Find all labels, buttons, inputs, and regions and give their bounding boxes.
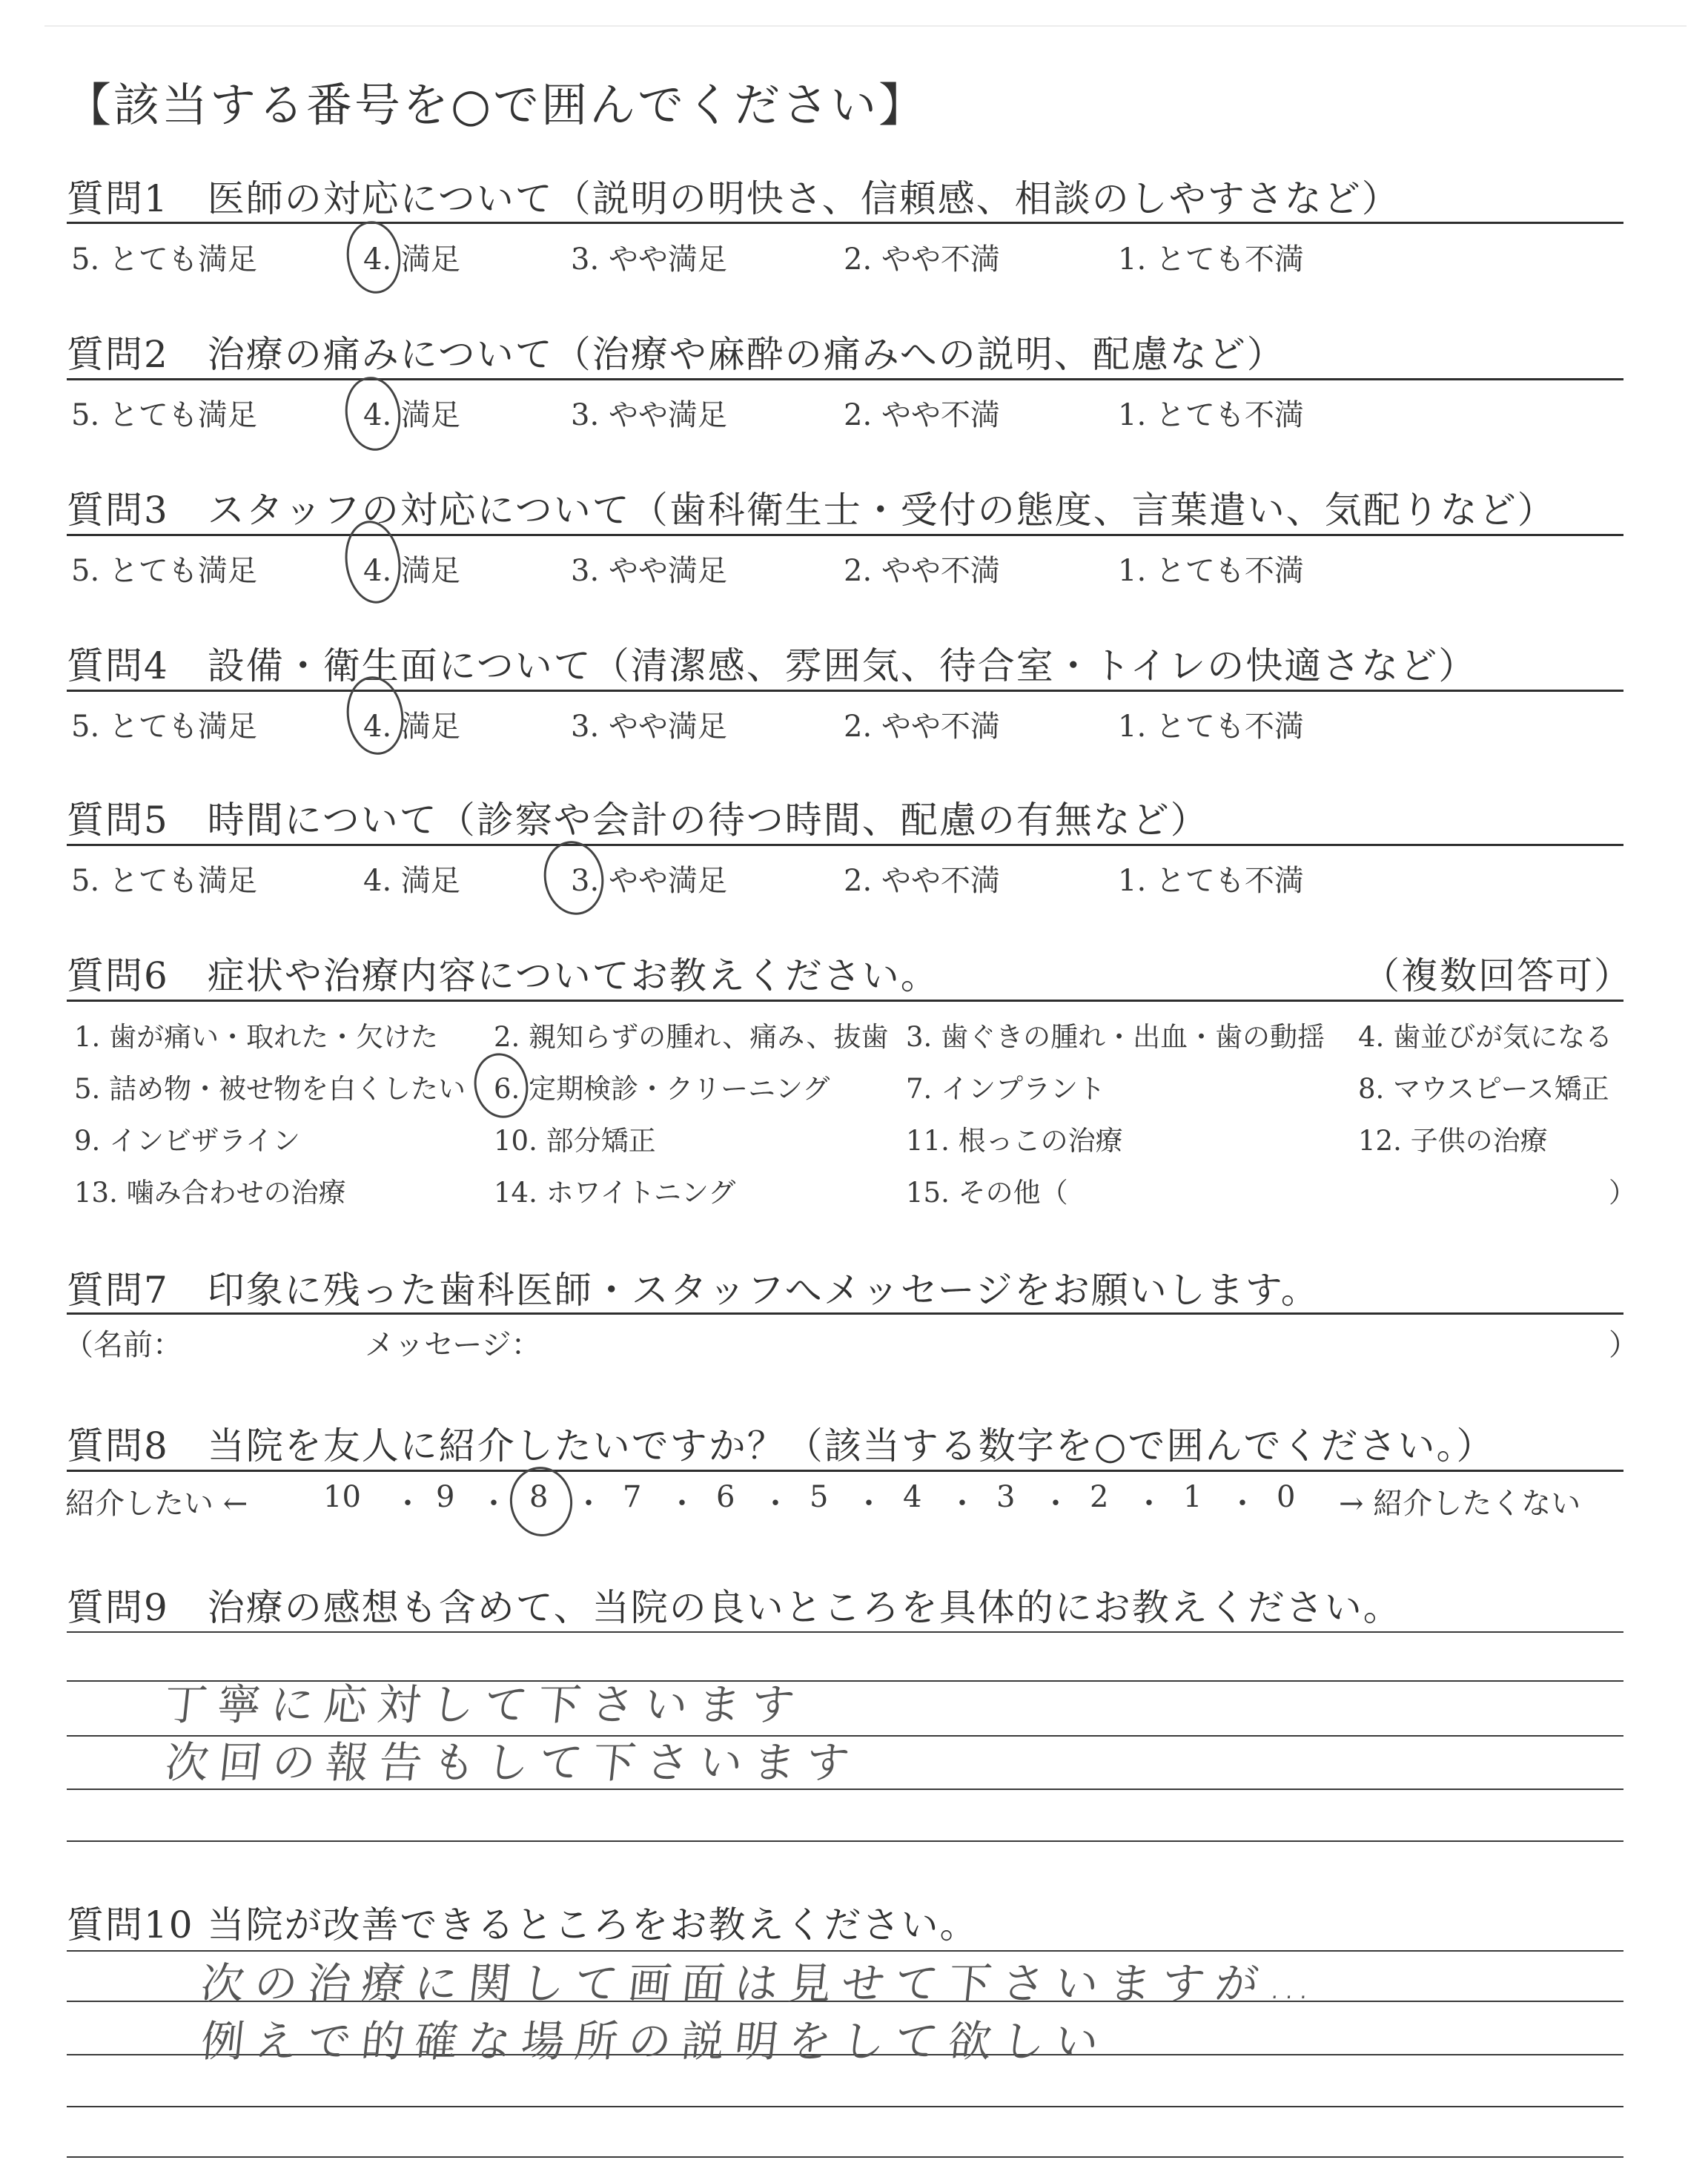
- question-6-rule: [67, 1000, 1623, 1002]
- q6-option-1[interactable]: 1. 歯が痛い・取れた・欠けた: [74, 1021, 439, 1053]
- q1-selection-circle: [342, 217, 406, 297]
- scale-6[interactable]: 6: [716, 1480, 735, 1514]
- q1-option-2[interactable]: 2. やや不満: [844, 242, 1000, 277]
- q10-answer-line-2: 例えで的確な場所の説明をして欲しい: [198, 2016, 1112, 2067]
- scale-dot: ・: [761, 1487, 790, 1521]
- scale-10[interactable]: 10: [323, 1480, 361, 1514]
- q2-option-1[interactable]: 1. とても不満: [1118, 398, 1304, 432]
- q9-answer-line-2: 次回の報告もして下さいます: [162, 1737, 863, 1788]
- q6-option-15-close: ）: [1609, 1177, 1636, 1209]
- q6-option-2[interactable]: 2. 親知らずの腫れ、痛み、抜歯: [494, 1021, 889, 1053]
- q6-option-9[interactable]: 9. インビザライン: [74, 1125, 300, 1157]
- q6-option-11[interactable]: 11. 根っこの治療: [906, 1125, 1123, 1157]
- q9-line-1: [67, 1631, 1623, 1633]
- q2-option-5[interactable]: 5. とても満足: [71, 398, 257, 432]
- page-edge: [44, 25, 1687, 27]
- question-4-title: 質問4 設備・衛生面について（清潔感、雰囲気、待合室・トイレの快適さなど）: [67, 644, 1477, 687]
- q2-option-4[interactable]: 4. 満足: [363, 398, 460, 432]
- q4-option-1[interactable]: 1. とても不満: [1118, 710, 1304, 744]
- question-2-title: 質問2 治療の痛みについて（治療や麻酔の痛みへの説明、配慮など）: [67, 333, 1285, 376]
- q6-option-5[interactable]: 5. 詰め物・被せ物を白くしたい: [74, 1073, 466, 1105]
- question-7-rule: [67, 1312, 1623, 1315]
- question-4-rule: [67, 690, 1623, 692]
- q3-option-4[interactable]: 4. 満足: [363, 554, 460, 588]
- question-3-rule: [67, 534, 1623, 536]
- q5-selection-circle: [538, 836, 609, 919]
- q4-option-2[interactable]: 2. やや不満: [844, 710, 1000, 744]
- q5-option-2[interactable]: 2. やや不満: [844, 864, 1000, 898]
- scale-9[interactable]: 9: [436, 1480, 455, 1514]
- q7-close-paren: ）: [1609, 1328, 1638, 1362]
- q6-option-7[interactable]: 7. インプラント: [906, 1073, 1106, 1105]
- q6-option-12[interactable]: 12. 子供の治療: [1358, 1125, 1548, 1157]
- q6-option-14[interactable]: 14. ホワイトニング: [494, 1177, 736, 1209]
- q3-option-1[interactable]: 1. とても不満: [1118, 554, 1304, 588]
- question-7-title: 質問7 印象に残った歯科医師・スタッフへメッセージをお願いします。: [67, 1269, 1320, 1312]
- q6-option-15[interactable]: 15. その他（: [906, 1177, 1068, 1209]
- scale-3[interactable]: 3: [996, 1480, 1016, 1514]
- q5-option-4[interactable]: 4. 満足: [363, 864, 460, 898]
- q6-option-8[interactable]: 8. マウスピース矯正: [1358, 1073, 1609, 1105]
- scale-dot: ・: [947, 1487, 977, 1521]
- scale-1[interactable]: 1: [1183, 1480, 1202, 1514]
- question-5-rule: [67, 844, 1623, 846]
- q10-answer-line-1: 次の治療に関して画面は見せて下さいますが…: [198, 1958, 1325, 2009]
- question-8-rule: [67, 1470, 1623, 1472]
- q6-option-6[interactable]: 6. 定期検診・クリーニング: [494, 1073, 830, 1105]
- scale-dot: ・: [393, 1487, 423, 1521]
- question-1-rule: [67, 222, 1623, 224]
- scale-0[interactable]: 0: [1277, 1480, 1296, 1514]
- q9-line-5: [67, 1840, 1623, 1842]
- q3-option-3[interactable]: 3. やや満足: [571, 554, 727, 588]
- scale-5[interactable]: 5: [810, 1480, 829, 1514]
- scale-2[interactable]: 2: [1090, 1480, 1109, 1514]
- scale-dot: ・: [667, 1487, 697, 1521]
- q5-option-5[interactable]: 5. とても満足: [71, 864, 257, 898]
- scale-dot: ・: [574, 1487, 603, 1521]
- question-3-title: 質問3 スタッフの対応について（歯科衛生士・受付の態度、言葉遣い、気配りなど）: [67, 489, 1556, 532]
- scale-dot: ・: [479, 1487, 509, 1521]
- q2-option-2[interactable]: 2. やや不満: [844, 398, 1000, 432]
- q2-selection-circle: [340, 373, 405, 454]
- q4-option-4[interactable]: 4. 満足: [363, 710, 460, 744]
- q6-option-10[interactable]: 10. 部分矯正: [494, 1125, 656, 1157]
- q7-message-label[interactable]: メッセージ：: [365, 1328, 541, 1362]
- question-10-title: 質問10 当院が改善できるところをお教えください。: [67, 1903, 979, 1946]
- scale-right-label: → 紹介したくない: [1339, 1487, 1581, 1521]
- scale-left-label: 紹介したい ←: [65, 1487, 248, 1521]
- q5-option-1[interactable]: 1. とても不満: [1118, 864, 1304, 898]
- scale-dot: ・: [1228, 1487, 1257, 1521]
- q1-option-4[interactable]: 4. 満足: [363, 242, 460, 277]
- scale-4[interactable]: 4: [903, 1480, 922, 1514]
- scale-dot: ・: [854, 1487, 884, 1521]
- q1-option-5[interactable]: 5. とても満足: [71, 242, 257, 277]
- q8-selection-circle: [506, 1463, 577, 1541]
- scale-dot: ・: [1041, 1487, 1070, 1521]
- question-6-title: 質問6 症状や治療内容についてお教えください。: [67, 954, 939, 997]
- q3-option-2[interactable]: 2. やや不満: [844, 554, 1000, 588]
- form-header: 【該当する番号を○で囲んでください】: [65, 78, 927, 132]
- q7-name-label[interactable]: （名前：: [64, 1328, 182, 1362]
- q1-option-1[interactable]: 1. とても不満: [1118, 242, 1304, 277]
- q6-option-13[interactable]: 13. 噛み合わせの治療: [74, 1177, 346, 1209]
- scale-8[interactable]: 8: [529, 1480, 549, 1514]
- question-6-note: （複数回答可）: [1363, 954, 1632, 997]
- q9-answer-line-1: 丁寧に応対して下さいます: [161, 1680, 808, 1730]
- q6-option-4[interactable]: 4. 歯並びが気になる: [1358, 1021, 1613, 1053]
- question-1-title: 質問1 医師の対応について（説明の明快さ、信頼感、相談のしやすさなど）: [67, 177, 1400, 220]
- question-5-title: 質問5 時間について（診察や会計の待つ時間、配慮の有無など）: [67, 799, 1209, 842]
- q2-option-3[interactable]: 3. やや満足: [571, 398, 727, 432]
- q6-selection-circle: [469, 1048, 534, 1123]
- q1-option-3[interactable]: 3. やや満足: [571, 242, 727, 277]
- scale-dot: ・: [1134, 1487, 1164, 1521]
- scale-7[interactable]: 7: [623, 1480, 642, 1514]
- q4-option-5[interactable]: 5. とても満足: [71, 710, 257, 744]
- q4-option-3[interactable]: 3. やや満足: [571, 710, 727, 744]
- question-2-rule: [67, 378, 1623, 380]
- q10-line-5: [67, 2156, 1623, 2158]
- question-9-title: 質問9 治療の感想も含めて、当院の良いところを具体的にお教えください。: [67, 1586, 1402, 1629]
- question-8-title: 質問8 当院を友人に紹介したいですか？（該当する数字を○で囲んでください。）: [67, 1424, 1495, 1467]
- q3-option-5[interactable]: 5. とても満足: [71, 554, 257, 588]
- q6-option-3[interactable]: 3. 歯ぐきの腫れ・出血・歯の動揺: [906, 1021, 1325, 1053]
- q10-line-4: [67, 2106, 1623, 2107]
- q5-option-3[interactable]: 3. やや満足: [571, 864, 727, 898]
